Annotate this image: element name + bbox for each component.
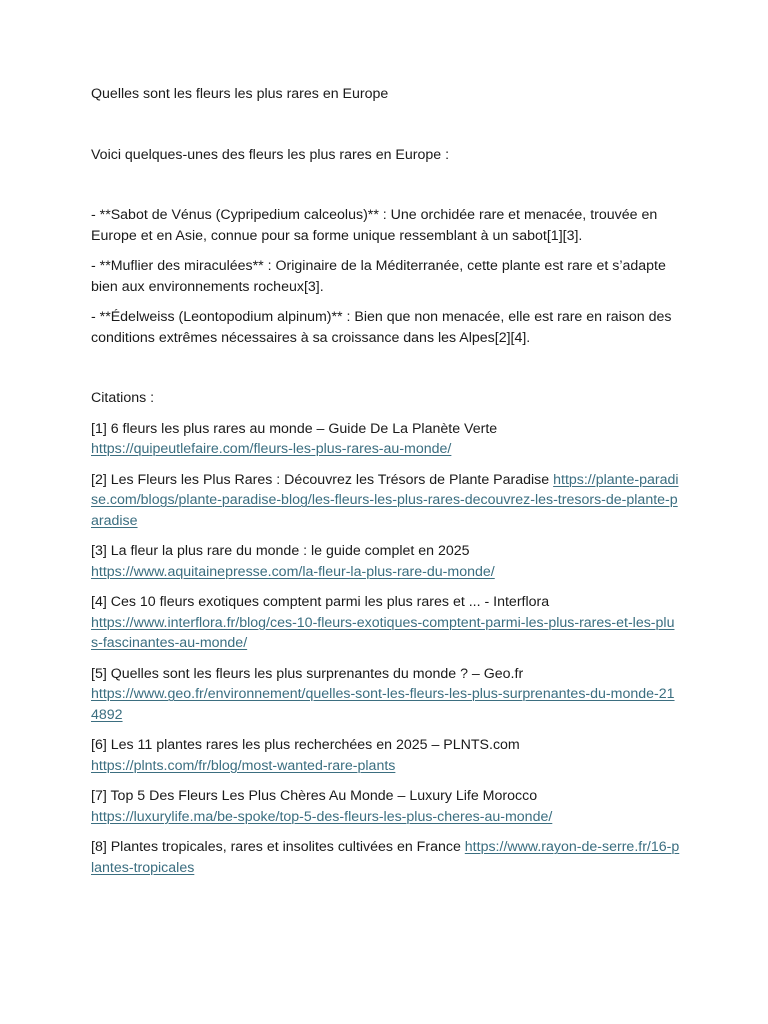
citation-link[interactable]: https://www.geo.fr/environnement/quelles-sont-les-fleurs-les-plus-surprenantes-du-monde-214892 [91, 686, 675, 723]
citation-link[interactable]: https://plante-paradise.com/blogs/plante-paradise-blog/les-fleurs-les-plus-rares-decouvrez-les-tresors-de-plante-paradise [91, 471, 679, 529]
document-page [91, 84, 681, 888]
bullet-edelweiss: - **Édelweiss (Leontopodium alpinum)** : Bien que non menacée, elle est rare en raison des conditions extrêmes nécessaires à sa croissance dans les Alpes[2][4]. [91, 309, 672, 346]
citation-item-3 [91, 541, 681, 582]
citation-title: [2] Les Fleurs les Plus Rares : Découvrez les Trésors de Plante Paradise [91, 471, 550, 488]
citation-link[interactable]: https://luxurylife.ma/be-spoke/top-5-des-fleurs-les-plus-cheres-au-monde/ [91, 808, 553, 825]
citation-link[interactable]: https://www.interflora.fr/blog/ces-10-fleurs-exotiques-comptent-parmi-les-plus-rares-et-les-plus-fascinantes-au-monde/ [91, 614, 675, 651]
citation-title: [3] La fleur la plus rare du monde : le guide complet en 2025 [91, 543, 470, 559]
citation-item-2 [91, 470, 681, 532]
citation-title: [8] Plantes tropicales, rares et insolites cultivées en France [91, 839, 461, 855]
citation-item-1 [91, 419, 681, 460]
citation-title: [6] Les 11 plantes rares les plus recherchées en 2025 – PLNTS.com [91, 737, 520, 753]
citation-title: [4] Ces 10 fleurs exotiques comptent parmi les plus rares et ... - Interflora [91, 594, 550, 610]
citation-link[interactable]: https://quipeutlefaire.com/fleurs-les-plus-rares-au-monde/ [91, 441, 452, 457]
bullet-sabot-de-venus: - **Sabot de Vénus (Cypripedium calceolus)** : Une orchidée rare et menacée, trouvée en Europe et en Asie, connue pour sa forme unique ressemblant à un sabot[1][3]. [91, 207, 658, 244]
citation-link[interactable]: https://www.rayon-de-serre.fr/16-plantes-tropicales [91, 839, 680, 876]
intro-paragraph: Voici quelques-unes des fleurs les plus rares en Europe : [91, 146, 450, 163]
bullet-muflier-des-miraculees: - **Muflier des miraculées** : Originaire de la Méditerranée, cette plante est rare et s’adapte bien aux environnements rocheux[3]. [91, 258, 666, 295]
citation-item-4 [91, 592, 681, 654]
citation-item-5 [91, 664, 681, 726]
citation-title: [7] Top 5 Des Fleurs Les Plus Chères Au Monde – Luxury Life Morocco [91, 788, 538, 804]
citation-link[interactable]: https://www.aquitainepresse.com/la-fleur-la-plus-rare-du-monde/ [91, 563, 495, 580]
citation-link[interactable]: https://plnts.com/fr/blog/most-wanted-rare-plants [91, 757, 396, 774]
citation-title: [1] 6 fleurs les plus rares au monde – Guide De La Planète Verte [91, 420, 498, 437]
citations-heading: Citations : [91, 390, 155, 406]
citation-item-8 [91, 837, 681, 878]
citation-item-6 [91, 735, 681, 776]
document-title: Quelles sont les fleurs les plus rares en Europe [91, 86, 389, 102]
citation-title: [5] Quelles sont les fleurs les plus surprenantes du monde ? – Geo.fr [91, 665, 524, 682]
citation-item-7 [91, 786, 681, 827]
